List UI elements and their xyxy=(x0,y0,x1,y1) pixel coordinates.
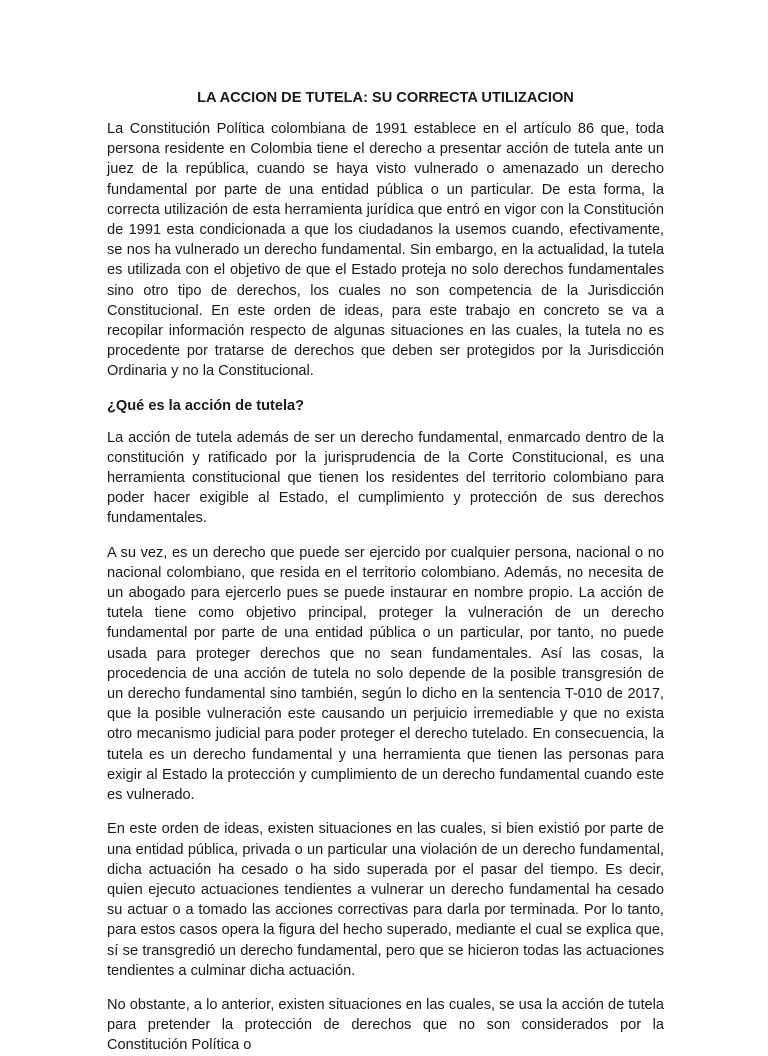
paragraph-no-obstante: No obstante, a lo anterior, existen situaciones en las cuales, se usa la acción de tutela para pretender la protección de derechos que no son considerados por la Constitución Política o xyxy=(107,996,664,1054)
paragraph-exercise: A su vez, es un derecho que puede ser ejercido por cualquier persona, nacional o no nacional colombiano, que resida en el territorio colombiano. Además, no necesita de un abogado para ejercerlo pues se puede instaurar en nombre propio. La acción de tutela tiene como objetivo principal, proteger la vulneración de un derecho fundamental por parte de una entidad pública o un particular, por tanto, no puede usada para proteger derechos que no sean fundamentales. Así las cosas, la procedencia de una acción de tutela no solo depende de la posible transgresión de un derecho fundamental sino también, según lo dicho en la sentencia T-010 de 2017, que la posible vulneración este causando un perjuicio irremediable y que no exista otro mecanismo judicial para poder proteger el derecho tutelado. En consecuencia, la tutela es un derecho fundamental y una herramienta que tienen las personas para exigir al Estado la protección y cumplimiento de un derecho fundamental cuando este es vulnerado. xyxy=(107,544,664,804)
paragraph-hecho-superado: En este orden de ideas, existen situaciones en las cuales, si bien existió por parte de una entidad pública, privada o un particular una violación de un derecho fundamental, dicha actuación ha cesado o ha sido superada por el pasar del tiempo. Es decir, quien ejecuto actuaciones tendientes a vulnerar un derecho fundamental ha cesado su actuar o a tomado las acciones correctivas para darla por terminada. Por lo tanto, para estos casos opera la figura del hecho superado, mediante el cual se explica que, sí se transgredió un derecho fundamental, pero que se hicieron todas las actuaciones tendientes a culminar dicha actuación. xyxy=(107,821,664,979)
paragraph-definition: La acción de tutela además de ser un derecho fundamental, enmarcado dentro de la constitución y ratificado por la jurisprudencia de la Corte Constitucional, es una herramienta constitucional que tienen los residentes del territorio colombiano para poder hacer exigible al Estado, el cumplimiento y protección de sus derechos fundamentales. xyxy=(107,429,664,527)
section-heading: ¿Qué es la acción de tutela? xyxy=(107,397,305,414)
intro-paragraph: La Constitución Política colombiana de 1991 establece en el artículo 86 que, toda persona residente en Colombia tiene el derecho a presentar acción de tutela ante un juez de la república, cuando se haya visto vulnerado o amenazado un derecho fundamental por parte de una entidad pública o un particular. De esta forma, la correcta utilización de esta herramienta jurídica que entró en vigor con la Constitución de 1991 esta condicionada a que los ciudadanos la usemos cuando, efectivamente, se nos ha vulnerado un derecho fundamental. Sin embargo, en la actualidad, la tutela es utilizada con el objetivo de que el Estado proteja no solo derechos fundamentales sino otro tipo de derechos, los cuales no son competencia de la Jurisdicción Constitucional. En este orden de ideas, para este trabajo en concreto se va a recopilar información respecto de algunas situaciones en las cuales, la tutela no es procedente por tratarse de derechos que deben ser protegidos por la Jurisdicción Ordinaria y no la Constitucional. xyxy=(107,121,664,380)
document-title: LA ACCION DE TUTELA: SU CORRECTA UTILIZACION xyxy=(197,90,574,106)
